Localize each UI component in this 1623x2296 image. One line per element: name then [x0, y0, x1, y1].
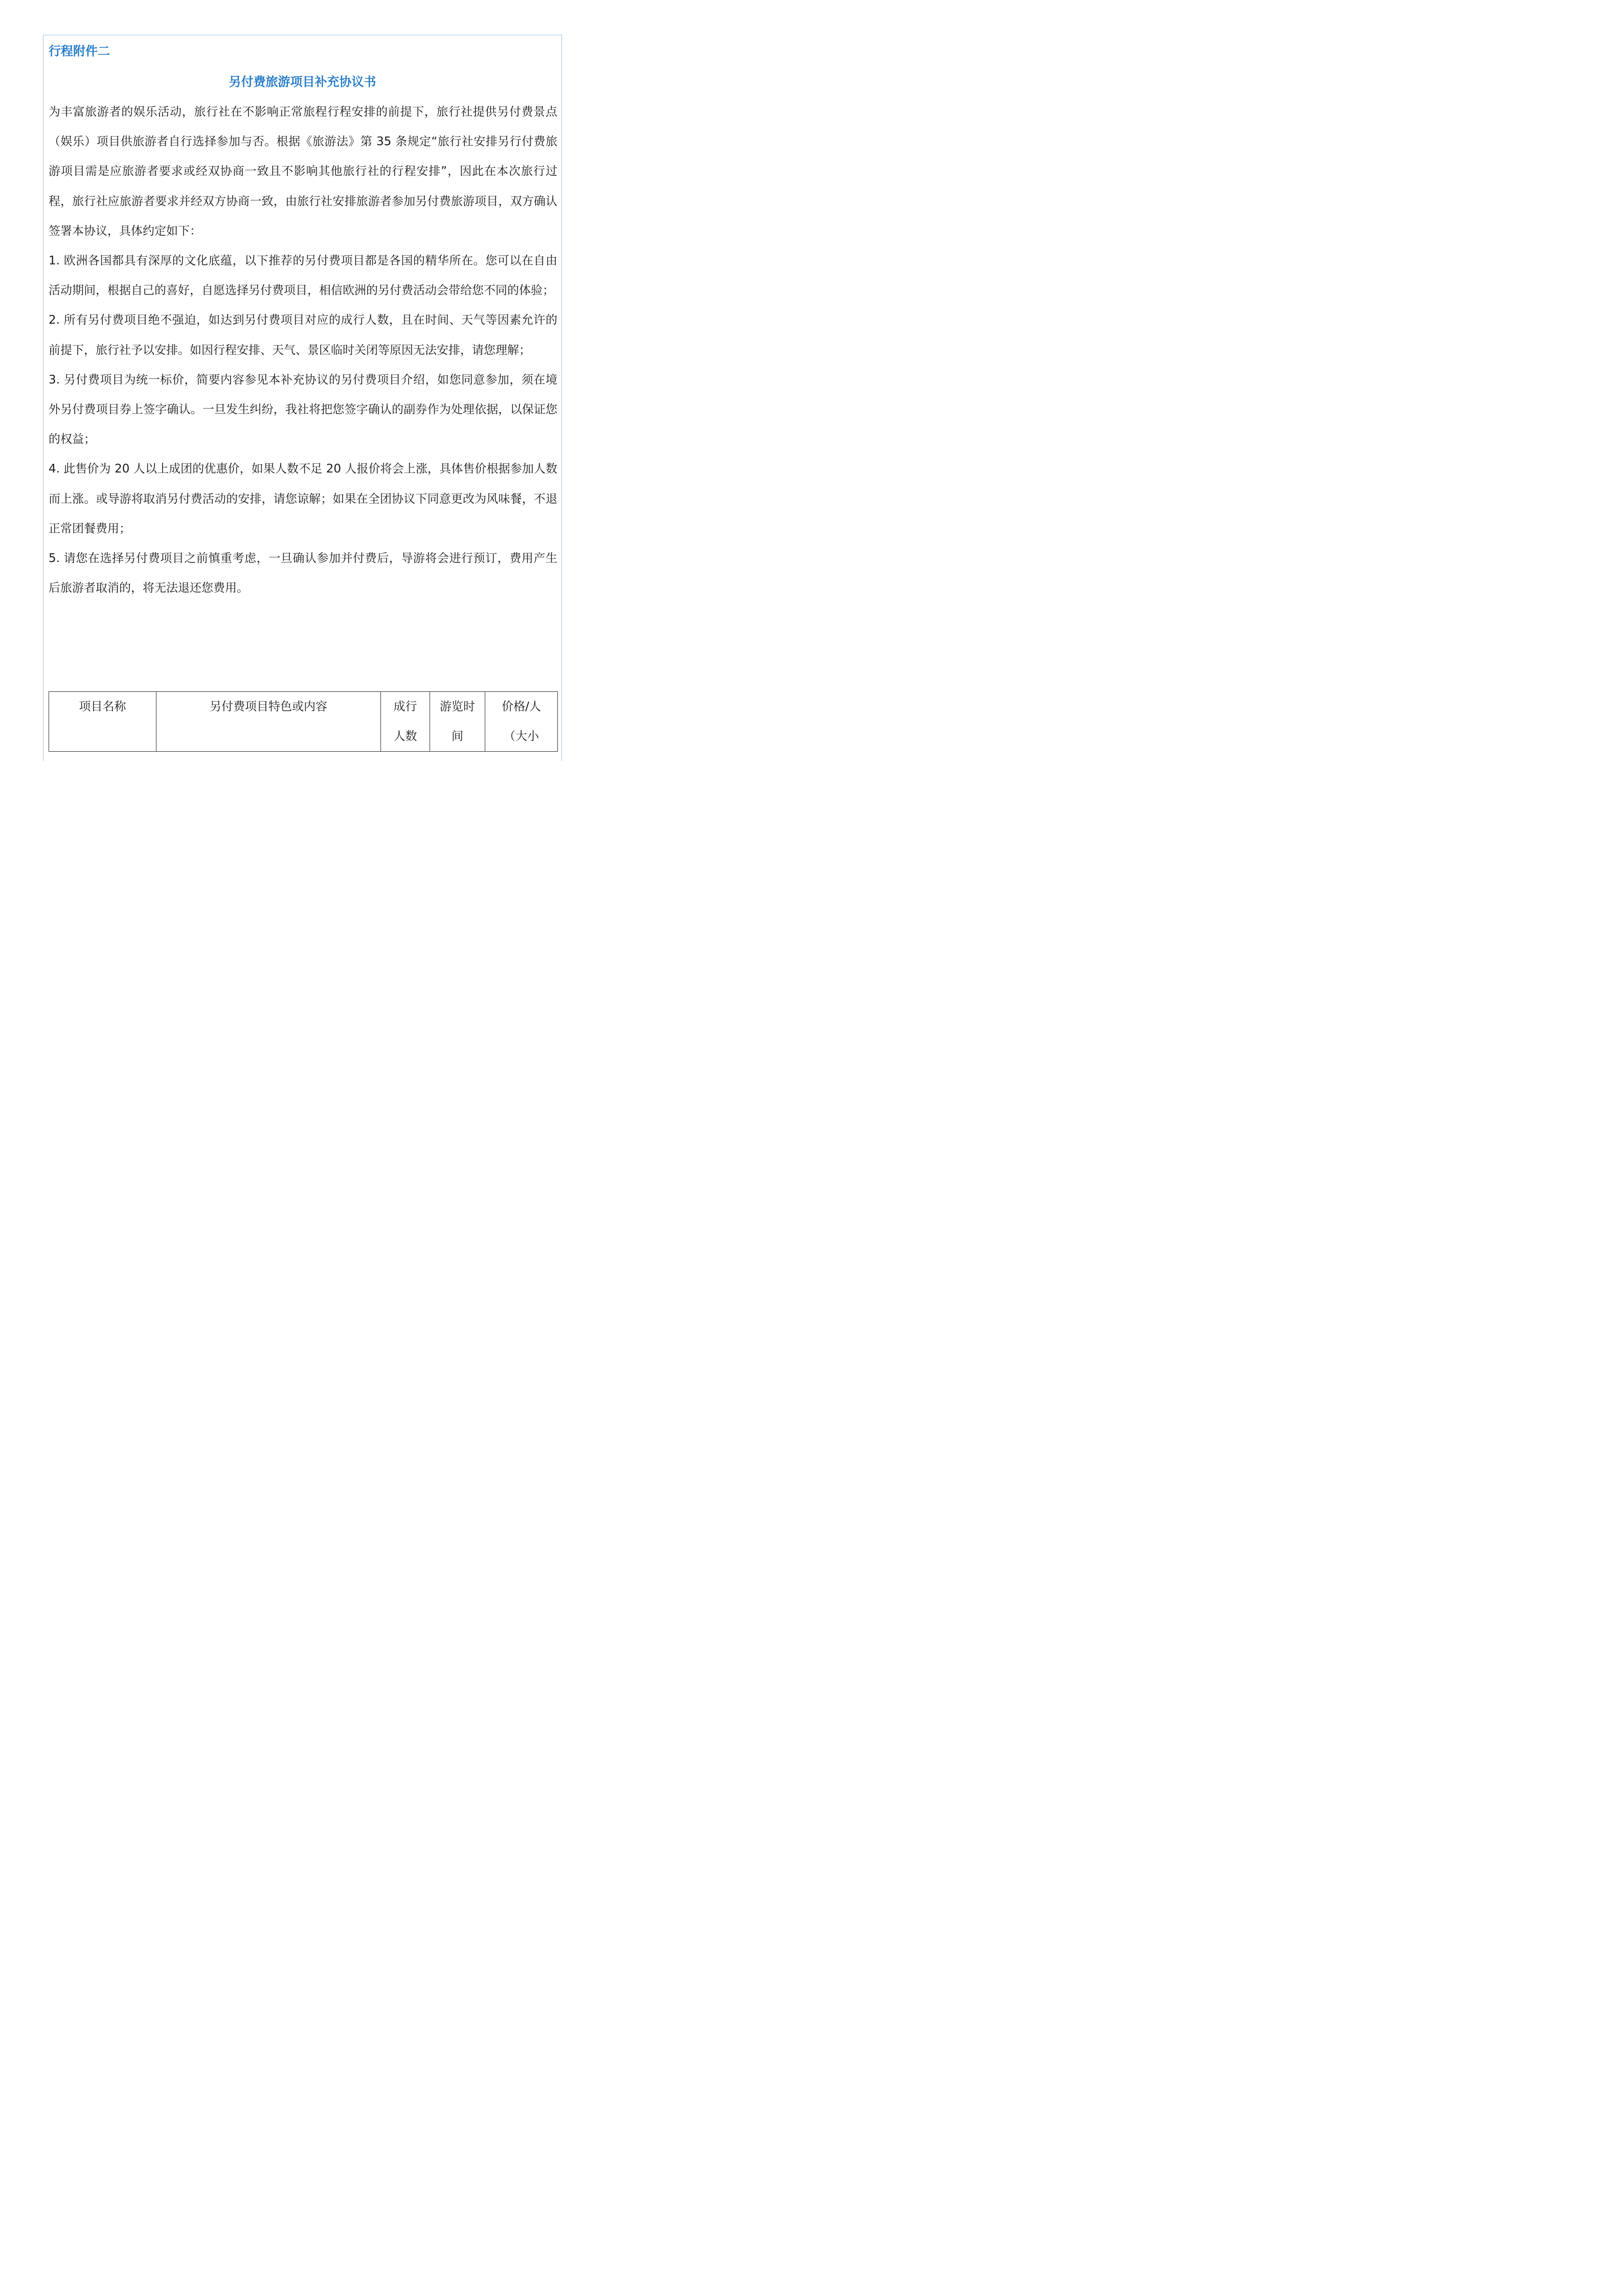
- header-min-people-line2: 人数: [393, 730, 417, 743]
- header-min-people: [381, 692, 430, 752]
- document-title: 另付费旅游项目补充协议书: [229, 75, 376, 89]
- header-price-line1: 价格/人: [502, 700, 541, 713]
- clause-2: 2. 所有另付费项目绝不强迫，如达到另付费项目对应的成行人数，且在时间、天气等因素允许的前提下，旅行社予以安排。如因行程安排、天气、景区临时关闭等原因无法安排，请您理解；: [49, 313, 557, 357]
- header-min-people-line1: 成行: [393, 700, 417, 713]
- header-duration: [430, 692, 485, 752]
- clause-4: 4. 此售价为 20 人以上成团的优惠价，如果人数不足 20 人报价将会上涨，具体售价根据参加人数而上涨。或导游将取消另付费活动的安排，请您谅解；如果在全团协议下同意更改为风味餐，不退正常团餐费用；: [49, 462, 557, 535]
- clause-1: 1. 欧洲各国都具有深厚的文化底蕴，以下推荐的另付费项目都是各国的精华所在。您可以在自由活动期间，根据自己的喜好，自愿选择另付费项目，相信欧洲的另付费活动会带给您不同的体验；: [49, 254, 557, 298]
- header-price-line2: （大小: [504, 730, 539, 743]
- header-project-name-text: 项目名称: [79, 700, 126, 713]
- header-duration-line1: 游览时: [440, 700, 475, 713]
- header-project-name: [49, 692, 156, 752]
- intro-paragraph: 为丰富旅游者的娱乐活动，旅行社在不影响正常旅程行程安排的前提下，旅行社提供另付费景点（娱乐）项目供旅游者自行选择参加与否。根据《旅游法》第 35 条规定“旅行社安排另行付费旅游项目需是应旅游者要求或经双协商一致且不影响其他旅行社的行程安排”，因此在本次旅行过程，旅行社应旅游者要求并经双方协商一致，由旅行社安排旅游者参加另付费旅游项目，双方确认签署本协议，具体约定如下：: [49, 105, 557, 238]
- attachment-label: 行程附件二: [49, 44, 110, 58]
- table-header-row: [49, 692, 558, 752]
- header-project-content-text: 另付费项目特色或内容: [210, 700, 327, 713]
- optional-fee-table: [49, 691, 558, 752]
- header-project-content: [156, 692, 381, 752]
- clause-5: 5. 请您在选择另付费项目之前慎重考虑，一旦确认参加并付费后，导游将会进行预订，费用产生后旅游者取消的，将无法退还您费用。: [49, 552, 557, 595]
- agreement-body: [49, 97, 557, 603]
- header-price: [485, 692, 558, 752]
- header-duration-line2: 间: [452, 730, 463, 743]
- clause-3: 3. 另付费项目为统一标价，简要内容参见本补充协议的另付费项目介绍，如您同意参加，须在境外另付费项目券上签字确认。一旦发生纠纷，我社将把您签字确认的副券作为处理依据，以保证您的权益；: [49, 373, 557, 446]
